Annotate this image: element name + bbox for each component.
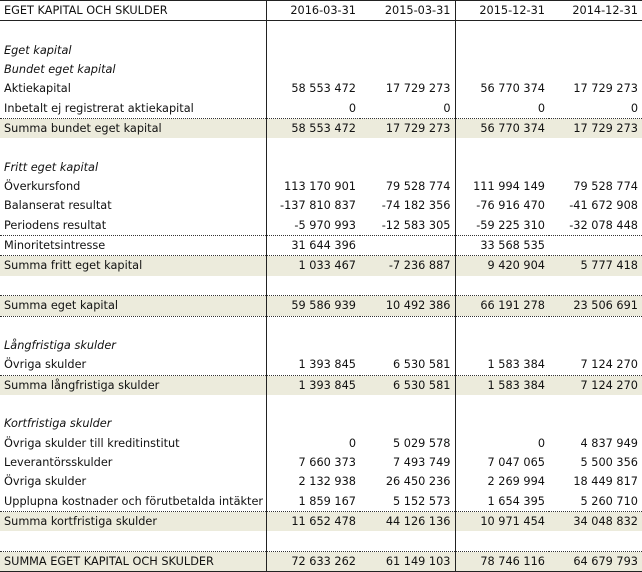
value-cell: 1 583 384 — [455, 355, 549, 375]
value-cell: -41 672 908 — [569, 199, 638, 213]
value-cell: 111 994 149 — [455, 177, 549, 196]
section-heading: Eget kapital — [4, 43, 72, 57]
value-cell: -74 182 356 — [381, 199, 451, 213]
value-cell: 34 048 832 — [549, 511, 642, 531]
value-cell: 1 393 845 — [266, 355, 360, 375]
column-header-2015-12-31: 2015-12-31 — [455, 1, 549, 21]
value-cell — [266, 138, 360, 157]
value-cell: 17 729 273 — [573, 82, 638, 96]
value-cell — [360, 236, 455, 256]
subtotal-row — [0, 511, 642, 531]
value-cell — [266, 531, 360, 551]
value-cell — [549, 21, 642, 41]
value-cell: 0 — [455, 434, 549, 453]
value-cell — [266, 336, 360, 355]
row-label: Summa kortfristiga skulder — [0, 511, 266, 531]
value-cell: 1 583 384 — [455, 375, 549, 395]
spacer-row — [0, 531, 642, 551]
value-cell: -76 916 470 — [455, 196, 549, 215]
row-label: Överkursfond — [4, 180, 81, 194]
value-cell — [266, 41, 360, 60]
value-cell: 1 033 467 — [266, 256, 360, 276]
value-cell — [266, 395, 360, 414]
section-heading: Fritt eget kapital — [4, 160, 99, 174]
value-cell: -59 225 310 — [455, 216, 549, 236]
value-cell — [360, 316, 455, 336]
row-label: Minoritetsintresse — [0, 236, 266, 256]
value-cell: 26 450 236 — [385, 475, 451, 489]
value-cell: 9 420 904 — [455, 256, 549, 276]
value-cell — [360, 60, 455, 79]
value-cell — [360, 41, 455, 60]
row-label: Upplupna kostnader och förutbetalda intäkter — [4, 494, 264, 508]
value-cell: -12 583 305 — [381, 218, 451, 232]
column-header-2014-12-31: 2014-12-31 — [549, 1, 642, 21]
row-label: Summa fritt eget kapital — [0, 256, 266, 276]
value-cell: -137 810 837 — [266, 196, 360, 215]
value-cell: 56 770 374 — [455, 79, 549, 98]
value-cell — [549, 138, 642, 157]
value-cell — [360, 138, 455, 157]
row-label: Övriga skulder till kreditinstitut — [4, 436, 180, 450]
section-heading-row — [0, 414, 642, 433]
column-header-2016-03-31: 2016-03-31 — [266, 1, 360, 21]
row-label — [0, 276, 266, 296]
section-heading-row — [0, 158, 642, 177]
value-cell: 4 837 949 — [580, 436, 638, 450]
value-cell: 7 660 373 — [266, 453, 360, 472]
value-cell — [266, 21, 360, 41]
value-cell — [455, 41, 549, 60]
value-cell: 6 530 581 — [360, 375, 455, 395]
value-cell: 18 449 817 — [573, 475, 638, 489]
section-heading: Kortfristiga skulder — [4, 417, 112, 431]
row-label — [0, 21, 266, 41]
value-cell: 44 126 136 — [360, 511, 455, 531]
spacer-row — [0, 138, 642, 157]
value-cell — [455, 316, 549, 336]
row-label: Inbetalt ej registrerat aktiekapital — [4, 101, 194, 115]
value-cell — [549, 316, 642, 336]
row-label: Övriga skulder — [4, 358, 87, 372]
row-label — [0, 138, 266, 157]
section-heading-row — [0, 336, 642, 355]
table-row — [0, 355, 642, 375]
value-cell: 78 746 116 — [455, 551, 549, 571]
value-cell: 17 729 273 — [549, 119, 642, 139]
value-cell — [455, 60, 549, 79]
value-cell: 0 — [266, 99, 360, 119]
subtotal-row — [0, 256, 642, 276]
spacer-row — [0, 21, 642, 41]
spacer-row — [0, 395, 642, 414]
table-row — [0, 79, 642, 98]
spacer-row — [0, 276, 642, 296]
value-cell: 5 260 710 — [580, 494, 638, 508]
table-row — [0, 453, 642, 472]
value-cell — [266, 158, 360, 177]
column-header-2015-03-31: 2015-03-31 — [360, 1, 455, 21]
value-cell — [455, 138, 549, 157]
value-cell — [549, 395, 642, 414]
value-cell — [455, 276, 549, 296]
value-cell: 79 528 774 — [573, 180, 638, 194]
subtotal-row — [0, 119, 642, 139]
value-cell: 59 586 939 — [266, 296, 360, 316]
value-cell: -7 236 887 — [360, 256, 455, 276]
row-label — [0, 316, 266, 336]
value-cell — [549, 414, 642, 433]
row-label: Summa eget kapital — [0, 296, 266, 316]
value-cell: 31 644 396 — [266, 236, 360, 256]
value-cell — [549, 236, 642, 256]
value-cell — [266, 414, 360, 433]
value-cell — [360, 336, 455, 355]
section-heading: Bundet eget kapital — [4, 63, 116, 77]
table-row — [0, 492, 642, 512]
value-cell: 11 652 478 — [266, 511, 360, 531]
table-body — [0, 21, 642, 572]
table-row — [0, 196, 642, 215]
section-heading-row — [0, 60, 642, 79]
value-cell: 61 149 103 — [360, 551, 455, 571]
value-cell — [266, 316, 360, 336]
row-label: Periodens resultat — [4, 218, 107, 232]
value-cell — [455, 414, 549, 433]
value-cell — [549, 41, 642, 60]
value-cell — [360, 395, 455, 414]
value-cell — [455, 395, 549, 414]
value-cell: 1 654 395 — [455, 492, 549, 512]
value-cell — [549, 531, 642, 551]
value-cell — [549, 60, 642, 79]
value-cell: 113 170 901 — [266, 177, 360, 196]
section-heading: Långfristiga skulder — [4, 338, 116, 352]
row-label: Övriga skulder — [4, 475, 87, 489]
value-cell: 7 493 749 — [393, 455, 451, 469]
row-label: Summa långfristiga skulder — [0, 375, 266, 395]
value-cell — [455, 336, 549, 355]
value-cell: 23 506 691 — [549, 296, 642, 316]
value-cell: 56 770 374 — [455, 119, 549, 139]
value-cell: 0 — [630, 101, 638, 115]
spacer-row — [0, 316, 642, 336]
value-cell: 7 124 270 — [580, 358, 638, 372]
subtotal-row — [0, 375, 642, 395]
value-cell — [455, 158, 549, 177]
value-cell — [549, 158, 642, 177]
value-cell: 2 132 938 — [266, 472, 360, 491]
value-cell: 2 269 994 — [455, 472, 549, 491]
value-cell: 33 568 535 — [455, 236, 549, 256]
value-cell: 6 530 581 — [393, 358, 451, 372]
value-cell: 58 553 472 — [266, 119, 360, 139]
value-cell: 5 152 573 — [393, 494, 451, 508]
value-cell — [360, 414, 455, 433]
value-cell — [549, 336, 642, 355]
value-cell: 58 553 472 — [266, 79, 360, 98]
table-row — [0, 99, 642, 119]
value-cell: 0 — [266, 434, 360, 453]
row-label: Balanserat resultat — [4, 199, 112, 213]
value-cell: 5 500 356 — [580, 455, 638, 469]
value-cell: 1 859 167 — [266, 492, 360, 512]
row-label — [0, 531, 266, 551]
value-cell — [360, 531, 455, 551]
value-cell: 66 191 278 — [455, 296, 549, 316]
value-cell: 5 029 578 — [393, 436, 451, 450]
value-cell: 17 729 273 — [360, 119, 455, 139]
section-heading-row — [0, 41, 642, 60]
table-row — [0, 434, 642, 453]
row-label — [0, 395, 266, 414]
value-cell: 64 679 793 — [549, 551, 642, 571]
table-title: EGET KAPITAL OCH SKULDER — [0, 1, 266, 21]
value-cell — [455, 531, 549, 551]
table-row — [0, 472, 642, 491]
value-cell: 72 633 262 — [266, 551, 360, 571]
value-cell — [455, 21, 549, 41]
value-cell — [360, 21, 455, 41]
table-header-row — [0, 1, 642, 21]
value-cell: 0 — [443, 101, 451, 115]
table-row — [0, 216, 642, 236]
row-label: SUMMA EGET KAPITAL OCH SKULDER — [0, 551, 266, 571]
value-cell — [266, 60, 360, 79]
value-cell: 7 124 270 — [549, 375, 642, 395]
value-cell: 17 729 273 — [385, 82, 451, 96]
row-label: Aktiekapital — [4, 82, 71, 96]
value-cell: 5 777 418 — [549, 256, 642, 276]
value-cell — [360, 158, 455, 177]
total-row — [0, 296, 642, 316]
value-cell: 7 047 065 — [455, 453, 549, 472]
row-label: Summa bundet eget kapital — [0, 119, 266, 139]
value-cell: 1 393 845 — [266, 375, 360, 395]
value-cell — [549, 276, 642, 296]
table-row — [0, 236, 642, 256]
row-label: Leverantörsskulder — [4, 455, 113, 469]
value-cell: 10 971 454 — [455, 511, 549, 531]
value-cell: -32 078 448 — [569, 218, 638, 232]
value-cell: 10 492 386 — [360, 296, 455, 316]
value-cell — [266, 276, 360, 296]
value-cell: -5 970 993 — [266, 216, 360, 236]
grand-total-row — [0, 551, 642, 571]
value-cell — [360, 276, 455, 296]
value-cell: 0 — [455, 99, 549, 119]
table-row — [0, 177, 642, 196]
value-cell: 79 528 774 — [385, 180, 451, 194]
